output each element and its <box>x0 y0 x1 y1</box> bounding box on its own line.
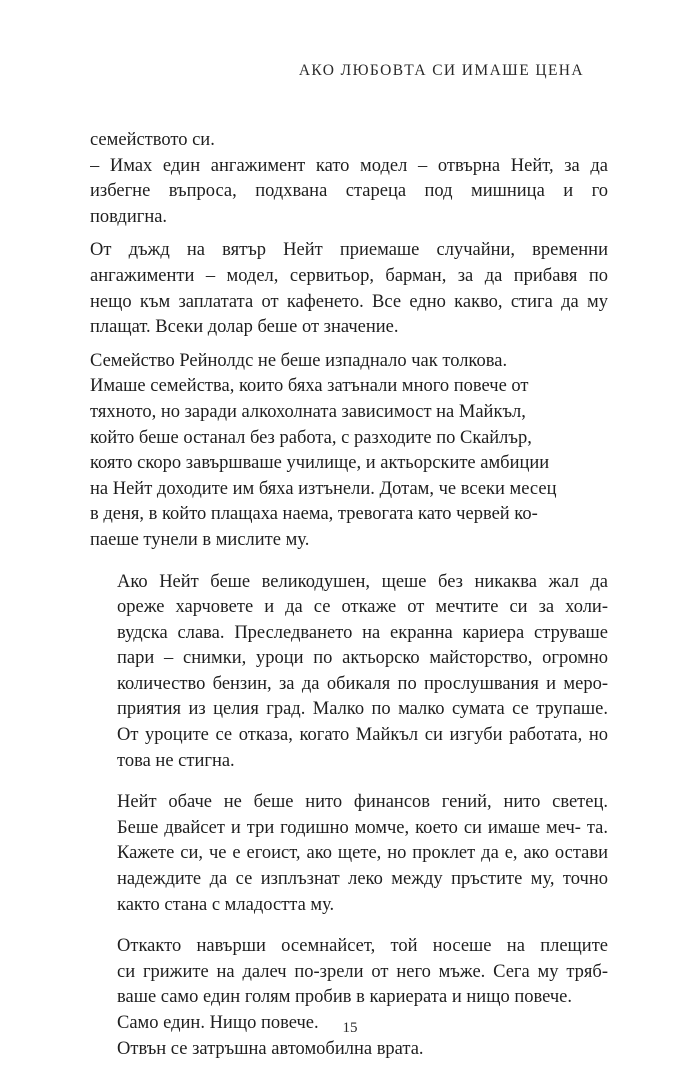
text-line: избегне въпроса, подхвана стареца под мишница и го <box>90 181 608 202</box>
text-line: си грижите на далеч по-зрели от него мъже. Сега му тряб- <box>117 961 608 982</box>
text-line: паеше тунели в мислите му. <box>90 529 310 550</box>
text-line: Откакто навърши осемнайсет, той носеше на плещите <box>117 936 608 957</box>
text-line: Ако Нейт беше великодушен, щеше без никаква жал да <box>117 571 608 592</box>
text-line: Нейт обаче не беше нито финансов гений, нито светец. <box>117 792 608 813</box>
text-line: Кажете си, че е егоист, ако щете, но проклет да е, ако остави <box>117 843 608 864</box>
text-line: вудска слава. Преследването на екранна кариера струваше <box>117 622 608 643</box>
text-line: Имаше семейства, които бяха затънали много повече от <box>90 376 529 397</box>
text-line: Само един. Нищо повече. <box>117 1013 319 1033</box>
text-line: – Имах един ангажимент като модел – отвърна Нейт, за да <box>90 155 608 176</box>
text-line: която скоро завършваше училище, и актьорските амбиции <box>90 453 550 474</box>
text-line: това не стигна. <box>117 750 235 771</box>
text-line: ореже харчовете и да се откаже от мечтите си за холи- <box>117 597 608 618</box>
paragraph <box>90 154 608 231</box>
paragraph <box>90 934 608 1011</box>
text-line: плащат. Всеки долар беше от значение. <box>90 317 399 338</box>
paragraph <box>90 349 608 554</box>
text-line: От уроците се отказа, когато Майкъл си изгуби работата, но <box>117 725 608 746</box>
text-line: Семейство Рейнолдс не беше изпаднало чак толкова. <box>90 350 508 371</box>
page-body <box>90 128 608 1062</box>
text-line: пари – снимки, уроци по актьорско майсторство, огромно <box>117 648 608 669</box>
page-number: 15 <box>342 1020 358 1036</box>
paragraph <box>90 570 608 775</box>
paragraph <box>90 238 608 340</box>
text-line: Отвън се затръшна автомобилна врата. <box>117 1038 424 1059</box>
text-line: повдигна. <box>90 206 168 227</box>
text-line: който беше останал без работа, с разходите по Скайлър, <box>90 427 532 448</box>
text-line: на Нейт доходите им бяха изтънели. Дотам, че всеки месец <box>90 478 557 499</box>
text-line: количество бензин, за да обикаля по прослушвания и меро- <box>117 673 608 694</box>
text-line: нещо към заплатата от кафенето. Все едно какво, стига да му <box>90 291 608 312</box>
text-line: в деня, в който плащаха наема, тревогата като червей ко- <box>90 504 538 525</box>
paragraph <box>90 790 608 918</box>
text-line: тяхното, но заради алкохолната зависимост на Майкъл, <box>90 401 526 422</box>
running-header: АКО ЛЮБОВТА СИ ИМАШЕ ЦЕНА <box>298 62 584 79</box>
text-line: Беше двайсет и три годишно момче, което си имаше меч- та. <box>117 817 608 838</box>
text-line: ваше само един голям пробив в кариерата и нищо повече. <box>117 987 572 1008</box>
text-line: надеждите да се изплъзнат леко между пръстите му, точно <box>117 869 608 890</box>
text-line: ангажименти – модел, сервитьор, барман, за да прибавя по <box>90 265 608 286</box>
paragraph <box>90 1037 608 1063</box>
paragraph <box>90 128 608 154</box>
text-line: както стана с младостта му. <box>117 894 335 915</box>
text-line: семейството си. <box>90 130 215 150</box>
text-line: От дъжд на вятър Нейт приемаше случайни, временни <box>90 240 608 261</box>
text-line: приятия из целия град. Малко по малко сумата се трупаше. <box>117 699 608 720</box>
